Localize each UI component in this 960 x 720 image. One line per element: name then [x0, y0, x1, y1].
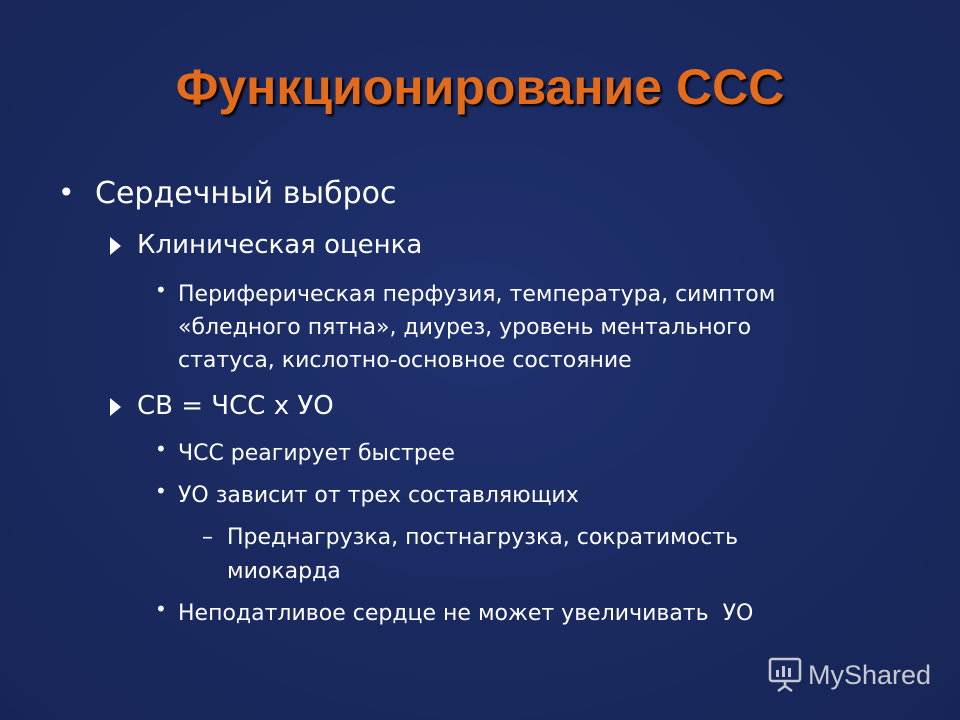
bullet-formula: СВ = ЧСС х УО [137, 391, 334, 421]
bullet-clinical-assessment: Клиническая оценка [137, 230, 423, 260]
presentation-board-icon [768, 657, 802, 693]
bullet-preload-line-2: миокарда [227, 559, 341, 584]
bullet-stiff-heart: Неподатливое сердце не может увеличивать УО [178, 601, 754, 626]
watermark [768, 655, 931, 695]
bullet-sv-depends: УО зависит от трех составляющих [178, 483, 579, 508]
bullet-perfusion-line-2: «бледного пятна», диурез, уровень ментального [178, 315, 752, 340]
arrow-bullet-icon [110, 237, 121, 255]
arrow-bullet-icon [110, 398, 121, 416]
dash-bullet: – [202, 525, 213, 550]
bullet-perfusion-line-1: Периферическая перфузия, температура, симптом [178, 282, 776, 307]
bullet-perfusion-line-3: статуса, кислотно-основное состояние [178, 348, 632, 373]
watermark-text: MyShared [808, 659, 932, 690]
bullet-preload-line-1: Преднагрузка, постнагрузка, сократимость [227, 525, 739, 550]
bullet-dot: • [155, 437, 167, 461]
bullet-hr-faster: ЧСС реагирует быстрее [178, 441, 455, 466]
bullet-dot: • [58, 176, 75, 209]
slide-title: Функционирование ССС [175, 59, 785, 115]
bullet-dot: • [155, 597, 167, 621]
bullet-dot: • [155, 479, 167, 503]
bullet-dot: • [155, 278, 167, 302]
bullet-cardiac-output: Сердечный выброс [95, 176, 397, 211]
